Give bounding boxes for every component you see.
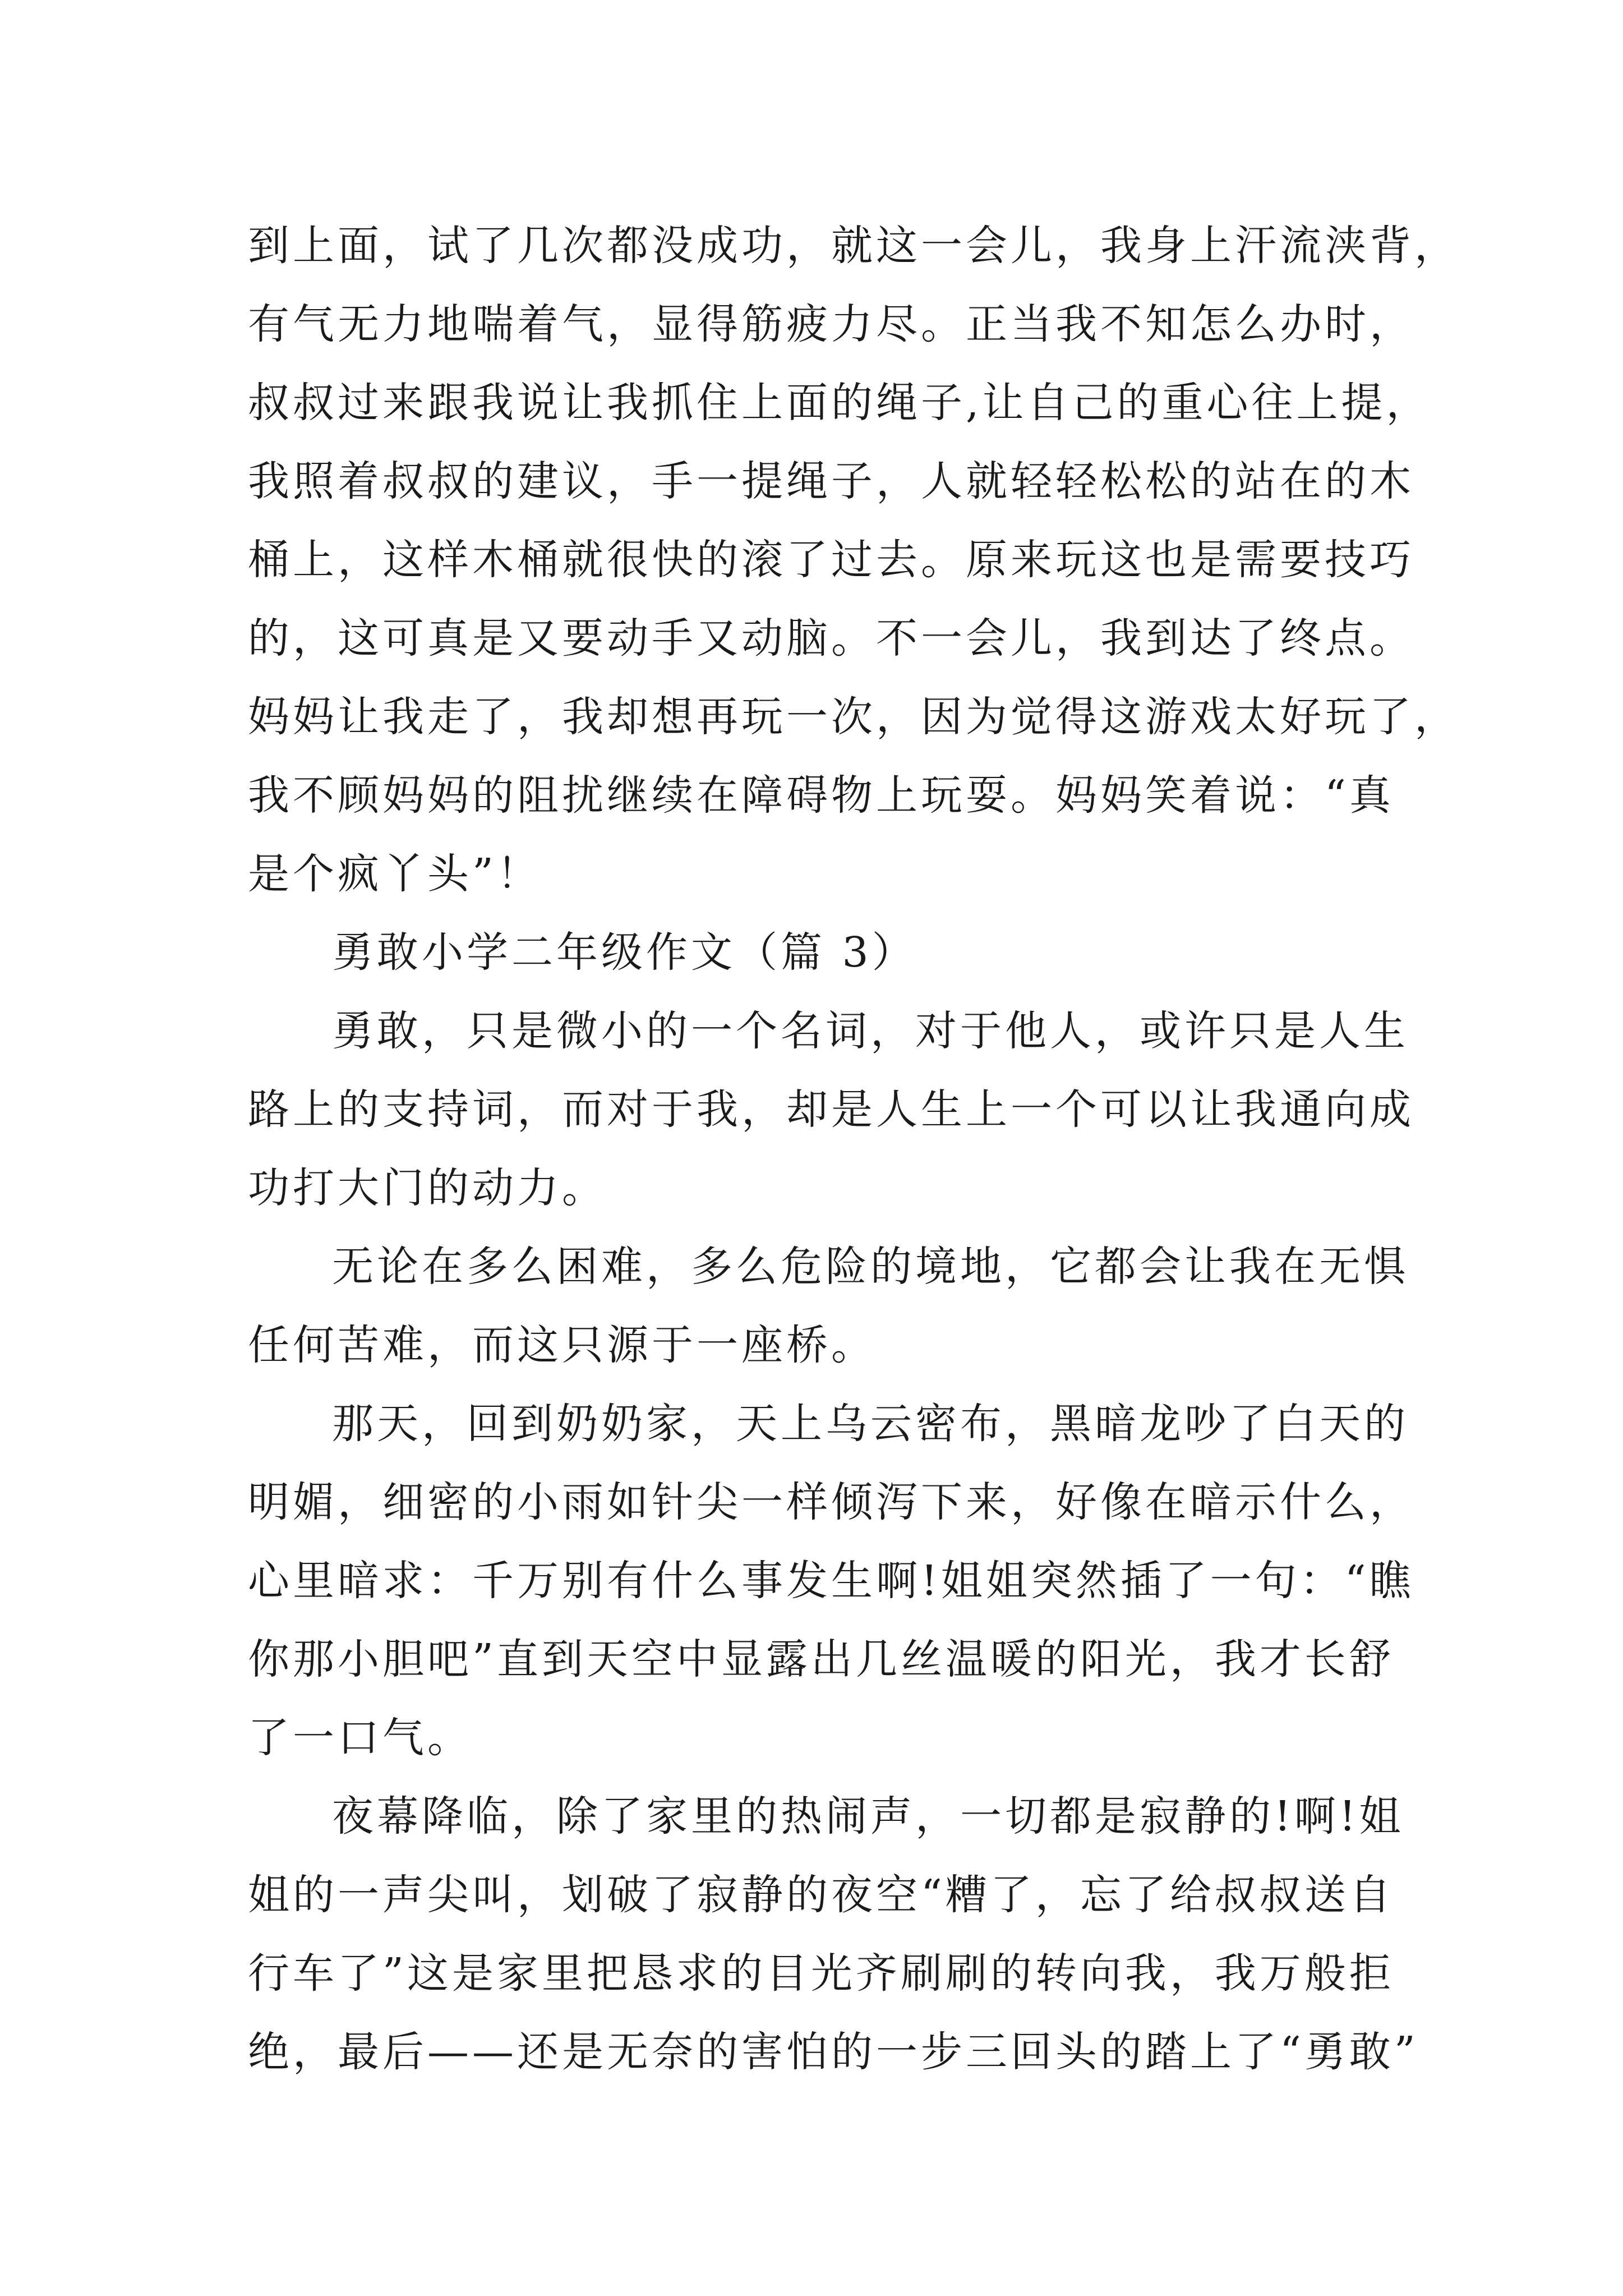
text-line: 我照着叔叔的建议，手一提绳子，人就轻轻松松的站在的木	[248, 457, 1414, 505]
text-line: 行车了”这是家里把恳求的目光齐刷刷的转向我，我万般拒	[248, 1949, 1394, 1998]
text-line: 妈妈让我走了，我却想再玩一次，因为觉得这游戏太好玩了，	[248, 693, 1459, 741]
text-line: 明媚，细密的小雨如针尖一样倾泻下来，好像在暗示什么，	[248, 1478, 1414, 1526]
text-line: 勇敢，只是微小的一个名词，对于他人，或许只是人生	[332, 1007, 1409, 1055]
text-line: 桶上，这样木桶就很快的滚了过去。原来玩这也是需要技巧	[248, 536, 1414, 584]
text-line: 心里暗求：千万别有什么事发生啊!姐姐突然插了一句：“瞧	[248, 1557, 1414, 1605]
text-line: 到上面，试了几次都没成功，就这一会儿，我身上汗流浃背，	[248, 222, 1459, 270]
text-line: 有气无力地喘着气，显得筋疲力尽。正当我不知怎么办时，	[248, 300, 1414, 348]
text-line: 绝，最后——还是无奈的害怕的一步三回头的踏上了“勇敢”	[248, 2028, 1419, 2076]
text-line: 是个疯丫头”！	[248, 850, 542, 898]
text-line: 的，这可真是又要动手又动脑。不一会儿，我到达了终点。	[248, 614, 1414, 662]
section-heading: 勇敢小学二年级作文（篇 3）	[332, 928, 917, 977]
text-line: 功打大门的动力。	[248, 1164, 607, 1212]
text-line: 那天，回到奶奶家，天上乌云密布，黑暗龙吵了白天的	[332, 1400, 1409, 1448]
text-line: 了一口气。	[248, 1714, 472, 1762]
text-line: 姐的一声尖叫，划破了寂静的夜空“糟了，忘了给叔叔送自	[248, 1871, 1394, 1919]
text-line: 路上的支持词，而对于我，却是人生上一个可以让我通向成	[248, 1085, 1414, 1134]
text-line: 无论在多么困难，多么危险的境地，它都会让我在无惧	[332, 1243, 1409, 1291]
text-line: 叔叔过来跟我说让我抓住上面的绳子,让自己的重心往上提，	[248, 379, 1431, 427]
text-line: 我不顾妈妈的阻扰继续在障碍物上玩耍。妈妈笑着说：“真	[248, 771, 1394, 820]
text-line: 你那小胆吧”直到天空中显露出几丝温暖的阳光，我才长舒	[248, 1635, 1394, 1683]
text-line: 任何苦难，而这只源于一座桥。	[248, 1321, 876, 1369]
text-line: 夜幕降临，除了家里的热闹声，一切都是寂静的!啊!姐	[332, 1792, 1404, 1841]
